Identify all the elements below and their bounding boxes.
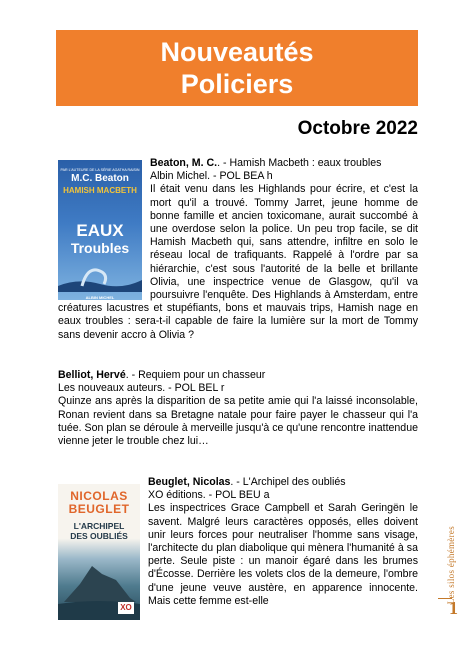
- banner-title-line2: Policiers: [180, 69, 294, 99]
- cover-series: HAMISH MACBETH: [63, 186, 137, 195]
- book-author: Belliot, Hervé: [58, 369, 126, 381]
- book-publisher: XO éditions. - POL BEU a: [148, 489, 270, 502]
- book-summary: Il était venu dans les Highlands pour écrire, et c'est la mort qu'il a trouvé. Tommy Jarret, jeune homme de bonne famille et ancien toxicomane, aurait succombé à une overdose selon la police. Un peu trop facile, se dit Hamish Macbeth qui, sans attendre, infiltre en solo le réseau local de trafiquants. Rappelé à l'ordre par sa hiérarchie, c'est sous l'autorité de la belle et brillante Olivia, une inspectrice venue de Glasgow, qu'il va poursuivre l'enquête. Des Highlands à Amsterdam, entre créatures lacustres et stupéfiants, bons et mauvais trips, Hamish nage en eaux troubles : sera-t-il capable de faire la lumière sur la mort de Tommy sans devenir accro à Olivia ?: [58, 183, 418, 341]
- cover-title-b: DES OUBLIÉS: [70, 531, 128, 541]
- book-title: . - Requiem pour un chasseur: [125, 369, 266, 381]
- book-title: . - Hamish Macbeth : eaux troubles: [217, 157, 382, 169]
- book-author: Beuglet, Nicolas: [148, 476, 231, 488]
- month-heading: Octobre 2022: [297, 118, 418, 139]
- side-label-text: Les silos éphémères: [446, 525, 456, 605]
- header-banner: [56, 30, 418, 106]
- publisher-logo: XO: [118, 602, 134, 614]
- cover-title-a: L'ARCHIPEL: [73, 521, 125, 531]
- book-summary: Les inspectrices Grace Campbell et Sarah Geringën le savent. Malgré leurs caractères opposés, elles doivent unir leurs forces pour neutraliser l'homme sans visage, l'architecte du plan diabolique qui mènera l'humanité à sa perte. Seule piste : un manoir égaré dans les brumes d'Écosse. Derrière les volets clos de la demeure, l'ombre d'une jeune veuve austère, en apparence innocente. Mais cette femme est-elle: [148, 502, 418, 607]
- book-cover-image: [58, 484, 140, 620]
- book-entry: [58, 157, 418, 342]
- cover-author-last: BEUGLET: [68, 502, 130, 516]
- book-publisher: Albin Michel. - POL BEA h: [150, 170, 273, 183]
- book-summary: Quinze ans après la disparition de sa petite amie qui l'a laissé inconsolable, Ronan revient dans sa Bretagne natale pour faire payer le chasseur qui l'a tuée. Son plan se déroule à merveille jusqu'à ce qu'une rencontre inattendue vienne jeter le trouble chez lui…: [58, 395, 418, 448]
- cover-title-b: Troubles: [70, 240, 130, 256]
- cover-publisher: ALBIN MICHEL: [85, 295, 115, 300]
- book-title: . - L'Archipel des oubliés: [230, 476, 346, 488]
- banner-title-line1: Nouveautés: [160, 37, 314, 67]
- sea-monster-illustration: [58, 260, 142, 292]
- book-entry: [58, 369, 418, 448]
- page-number: 1: [449, 598, 458, 618]
- book-publisher: Les nouveaux auteurs. - POL BEL r: [58, 382, 225, 395]
- cover-tagline: PAR L'AUTEURE DE LA SÉRIE AGATHA RAISIN: [60, 168, 140, 172]
- book-entry: [58, 476, 418, 622]
- book-cover-image: [58, 160, 142, 300]
- book-author: Beaton, M. C.: [150, 157, 218, 169]
- cover-title-a: EAUX: [76, 221, 124, 240]
- cover-author: M.C. Beaton: [71, 173, 129, 184]
- cover-author-first: NICOLAS: [70, 489, 128, 503]
